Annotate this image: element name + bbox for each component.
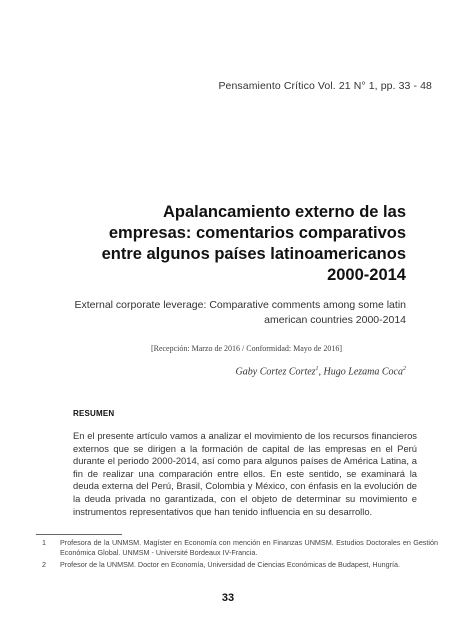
author-line	[236, 366, 406, 377]
footnote-number: 2	[42, 560, 46, 569]
footnote-text: Profesora de la UNMSM. Magíster en Economía con mención en Finanzas UNMSM. Estudios Doctorales en Gestión Económica Global. UNMSM - Université Bordeaux IV-Francia.	[60, 538, 438, 557]
title-line: entre algunos países latinoamericanos	[101, 245, 406, 263]
article-title	[76, 202, 406, 286]
footnote	[42, 538, 438, 558]
author-separator: ,	[318, 366, 324, 378]
footnote-number: 1	[42, 538, 46, 547]
title-line: Apalancamiento externo de las	[163, 203, 406, 221]
abstract-heading: RESUMEN	[73, 409, 115, 418]
abstract-body	[73, 430, 417, 518]
title-line: 2000-2014	[327, 266, 406, 284]
page-number: 33	[221, 592, 235, 604]
english-title: External corporate leverage: Comparative comments among some latin american countries 2000-2014	[74, 299, 406, 326]
author-name: Gaby Cortez Cortez	[235, 366, 316, 378]
title-line: empresas: comentarios comparativos	[108, 224, 406, 242]
footnote-text: Profesor de la UNMSM. Doctor en Economía, Universidad de Ciencias Económicas de Budapest, Hungría.	[60, 560, 400, 569]
footnote	[42, 560, 438, 570]
footnote-divider	[36, 534, 122, 535]
footnote-mark: 2	[403, 366, 406, 372]
reception-dates: [Recepción: Marzo de 2016 / Conformidad: Mayo de 2016]	[150, 344, 342, 353]
journal-header: Pensamiento Crítico Vol. 21 N° 1, pp. 33 - 48	[218, 80, 432, 92]
author-name: Hugo Lezama Coca	[323, 366, 403, 378]
footnote-mark: 1	[315, 366, 319, 372]
abstract-paragraph: En el presente artículo vamos a analizar el movimiento de los recursos financieros externos que se dirigen a la formación de capital de las empresas en el Perú durante el periodo 2000-2014, así como para algunos países de América Latina, a fin de realizar una comparación entre ellos. En este sentido, se examinará la deuda externa del Perú, Brasil, Colombia y México, con énfasis en la evolución de la deuda privada no garantizada, con el objeto de determinar su movimiento e instrumentos representativos que han tenido influencia en su desarrollo.	[73, 430, 417, 517]
